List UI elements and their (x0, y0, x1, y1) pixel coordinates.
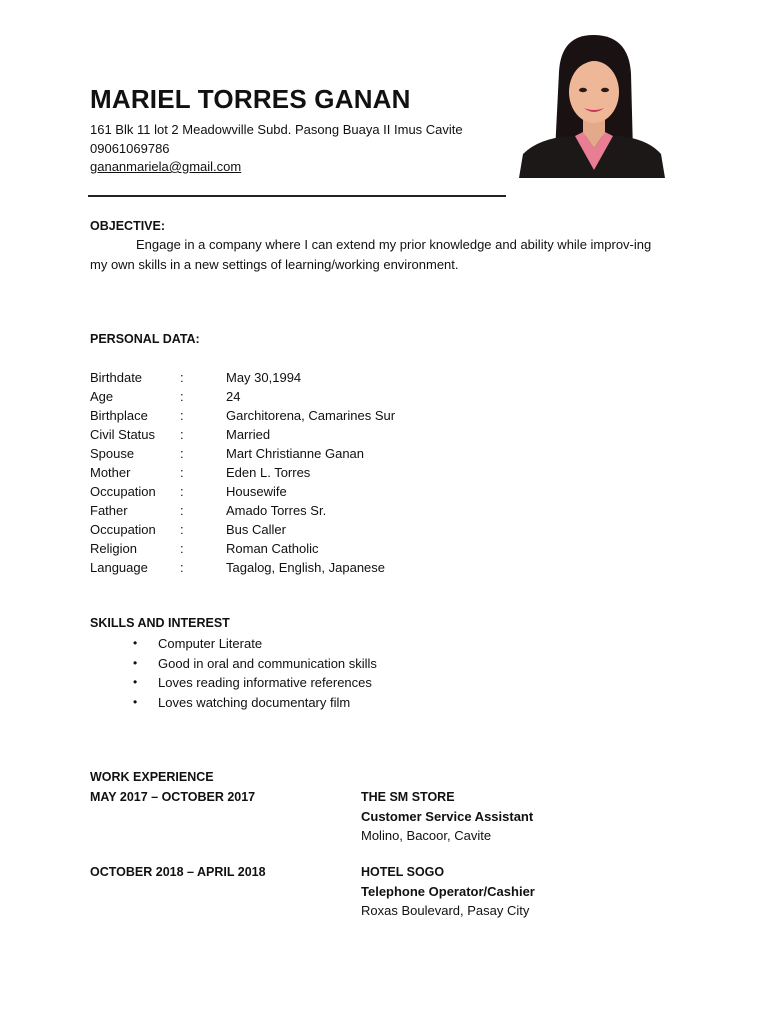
pd-separator: : (180, 522, 184, 537)
work-entry-1 (361, 788, 533, 845)
skill-text: Loves reading informative references (158, 675, 372, 691)
email-link[interactable]: gananmariela@gmail.com (90, 159, 242, 174)
pd-label: Mother (90, 465, 131, 480)
pd-value: Mart Christianne Ganan (226, 446, 365, 461)
bullet-icon: • (133, 694, 138, 709)
pd-label: Birthdate (90, 370, 143, 385)
phone: 09061069786 (90, 140, 170, 156)
pd-value: Eden L. Torres (226, 465, 311, 480)
objective-heading: OBJECTIVE: (90, 219, 166, 233)
pd-label: Religion (90, 541, 137, 556)
bullet-icon: • (133, 636, 138, 650)
list-item (133, 654, 377, 674)
skills-heading: SKILLS AND INTEREST (90, 616, 230, 630)
pd-separator: : (180, 389, 184, 404)
header-divider (88, 195, 506, 197)
pd-label: Father (90, 503, 128, 518)
work-location: Molino, Bacoor, Cavite (361, 828, 492, 843)
pd-separator: : (180, 446, 184, 461)
work-dates-2: OCTOBER 2018 – APRIL 2018 (90, 865, 266, 879)
work-heading: WORK EXPERIENCE (90, 770, 214, 784)
pd-label: Language (90, 560, 148, 575)
pd-label: Spouse (90, 446, 135, 461)
pd-value: Housewife (226, 484, 287, 499)
pd-label: Civil Status (90, 427, 156, 442)
objective-text: Engage in a company where I can extend my prior knowledge and ability while improv-ing my own skills in a new settings of learning/working environment. (90, 237, 652, 272)
position-title: Customer Service Assistant (361, 809, 534, 824)
pd-separator: : (180, 541, 184, 556)
pd-value: Tagalog, English, Japanese (226, 560, 386, 575)
skills-list (133, 634, 377, 712)
company-name: THE SM STORE (361, 790, 455, 804)
work-location: Roxas Boulevard, Pasay City (361, 903, 530, 918)
personal-data-heading: PERSONAL DATA: (90, 332, 200, 346)
pd-separator: : (180, 408, 184, 423)
pd-label: Occupation (90, 522, 156, 537)
pd-label: Occupation (90, 484, 156, 499)
company-name: HOTEL SOGO (361, 865, 445, 879)
pd-label: Age (90, 389, 114, 404)
skill-text: Good in oral and communication skills (158, 655, 377, 671)
pd-separator: : (180, 503, 184, 518)
bullet-icon: • (133, 675, 138, 690)
list-item (133, 693, 377, 713)
pd-value: Bus Caller (226, 522, 286, 537)
portrait-illustration (519, 32, 665, 178)
address: 161 Blk 11 lot 2 Meadowville Subd. Pasong Buaya II Imus Cavite (90, 122, 463, 137)
applicant-name: MARIEL TORRES GANAN (90, 84, 411, 114)
pd-separator: : (180, 560, 184, 575)
pd-separator: : (180, 427, 184, 442)
work-dates-1: MAY 2017 – OCTOBER 2017 (90, 790, 256, 804)
pd-value: Amado Torres Sr. (226, 503, 327, 518)
pd-value: Garchitorena, Camarines Sur (226, 408, 396, 423)
pd-value: 24 (226, 389, 241, 404)
pd-separator: : (180, 465, 184, 480)
profile-photo (519, 32, 665, 178)
list-item (133, 673, 377, 693)
pd-separator: : (180, 484, 184, 499)
pd-value: May 30,1994 (226, 370, 302, 385)
pd-value: Roman Catholic (226, 541, 319, 556)
contact-info (90, 121, 463, 177)
list-item (133, 634, 377, 654)
skill-text: Loves watching documentary film (158, 694, 351, 710)
pd-label: Birthplace (90, 408, 148, 423)
pd-value: Married (226, 427, 271, 442)
work-entry-2 (361, 863, 535, 920)
pd-separator: : (180, 370, 184, 385)
position-title: Telephone Operator/Cashier (361, 884, 535, 899)
bullet-icon: • (133, 655, 138, 670)
skill-text: Computer Literate (158, 636, 263, 651)
